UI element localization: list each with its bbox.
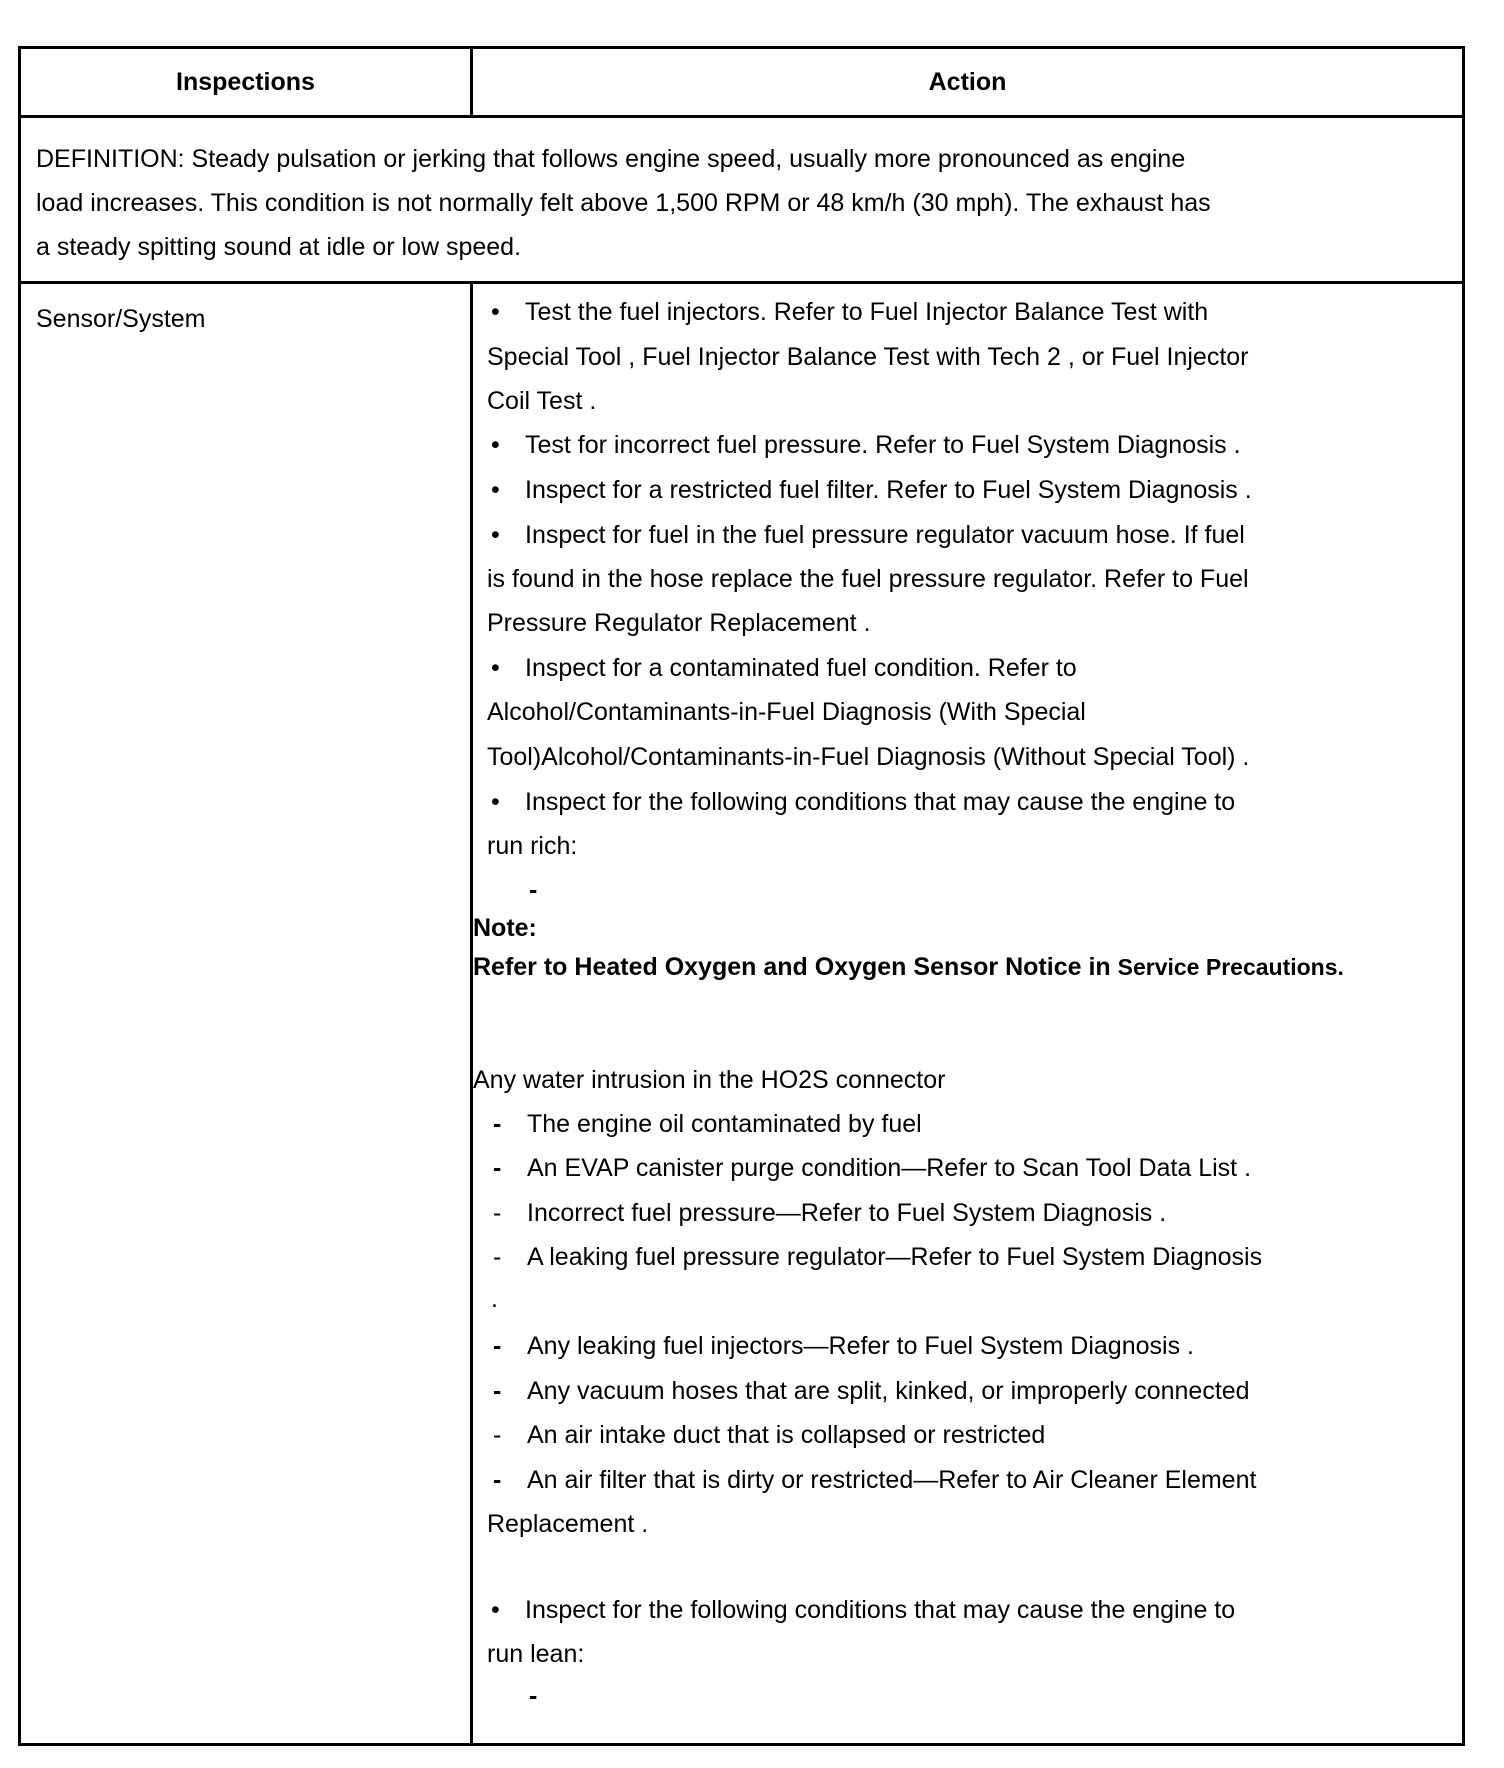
header-inspections: Inspections <box>176 68 315 96</box>
table-header-row <box>21 49 1462 118</box>
dash-icon: - <box>493 1110 502 1138</box>
rich-condition: The engine oil contaminated by fuel <box>527 1110 922 1138</box>
stray-period: . <box>491 1285 498 1313</box>
dash-icon: - <box>493 1243 502 1271</box>
definition-line: a steady spitting sound at idle or low speed. <box>36 233 522 261</box>
action-text: Inspect for a restricted fuel filter. Refer to Fuel System Diagnosis . <box>525 476 1252 504</box>
note-title: Note: <box>473 914 537 942</box>
bullet-icon: • <box>491 788 500 816</box>
dash-icon: - <box>529 876 538 904</box>
bullet-icon: • <box>491 298 500 326</box>
rich-condition: Incorrect fuel pressure—Refer to Fuel System Diagnosis . <box>527 1199 1167 1227</box>
action-text: run rich: <box>487 832 578 860</box>
note-body <box>473 947 1344 987</box>
action-cell <box>473 284 1462 1743</box>
action-text: Inspect for the following conditions that may cause the engine to <box>525 788 1236 816</box>
action-text: Pressure Regulator Replacement . <box>487 609 871 637</box>
rich-condition: An air intake duct that is collapsed or restricted <box>527 1421 1046 1449</box>
bullet-icon: • <box>491 521 500 549</box>
action-text: run lean: <box>487 1640 585 1668</box>
bullet-icon: • <box>491 431 500 459</box>
action-text: Replacement . <box>487 1510 649 1538</box>
definition-line: DEFINITION: Steady pulsation or jerking that follows engine speed, usually more pronounced as engine <box>36 145 1186 173</box>
action-text: Alcohol/Contaminants-in-Fuel Diagnosis (With Special <box>487 698 1086 726</box>
action-text: is found in the hose replace the fuel pressure regulator. Refer to Fuel <box>487 565 1249 593</box>
rich-condition: An air filter that is dirty or restricted—Refer to Air Cleaner Element <box>527 1466 1257 1494</box>
rich-condition: Any leaking fuel injectors—Refer to Fuel System Diagnosis . <box>527 1332 1194 1360</box>
definition-line: load increases. This condition is not normally felt above 1,500 RPM or 48 km/h (30 mph). The exhaust has <box>36 189 1211 217</box>
action-text: Coil Test . <box>487 387 597 415</box>
action-text: Test the fuel injectors. Refer to Fuel Injector Balance Test with <box>525 298 1209 326</box>
definition-row <box>21 118 1462 284</box>
bullet-icon: • <box>491 654 500 682</box>
bullet-icon: • <box>491 476 500 504</box>
dash-icon: - <box>493 1199 502 1227</box>
dash-icon: - <box>493 1332 502 1360</box>
rich-condition: A leaking fuel pressure regulator—Refer to Fuel System Diagnosis <box>527 1243 1263 1271</box>
bullet-icon: • <box>491 1596 500 1624</box>
dash-icon: - <box>529 1682 538 1710</box>
action-text: Any water intrusion in the HO2S connector <box>473 1066 946 1094</box>
definition-text <box>36 137 1376 269</box>
rich-condition: Any vacuum hoses that are split, kinked, or improperly connected <box>527 1377 1250 1405</box>
rich-condition: An EVAP canister purge condition—Refer to Scan Tool Data List . <box>527 1154 1252 1182</box>
action-text: Special Tool , Fuel Injector Balance Test with Tech 2 , or Fuel Injector <box>487 343 1249 371</box>
action-text: Tool)Alcohol/Contaminants-in-Fuel Diagnosis (Without Special Tool) . <box>487 743 1250 771</box>
action-text: Test for incorrect fuel pressure. Refer to Fuel System Diagnosis . <box>525 431 1241 459</box>
dash-icon: - <box>493 1377 502 1405</box>
action-text: Inspect for a contaminated fuel condition. Refer to <box>525 654 1077 682</box>
service-precautions-link[interactable]: Service Precautions. <box>1117 954 1344 980</box>
action-text: Inspect for fuel in the fuel pressure regulator vacuum hose. If fuel <box>525 521 1245 549</box>
dash-icon: - <box>493 1154 502 1182</box>
note-body-text: Refer to Heated Oxygen and Oxygen Sensor Notice in <box>473 953 1111 981</box>
row-label-sensor-system: Sensor/System <box>36 305 206 333</box>
dash-icon: - <box>493 1421 502 1449</box>
header-action: Action <box>928 68 1007 96</box>
dash-icon: - <box>493 1466 502 1494</box>
diagnostic-table <box>18 46 1465 1746</box>
action-text: Inspect for the following conditions that may cause the engine to <box>525 1596 1236 1624</box>
